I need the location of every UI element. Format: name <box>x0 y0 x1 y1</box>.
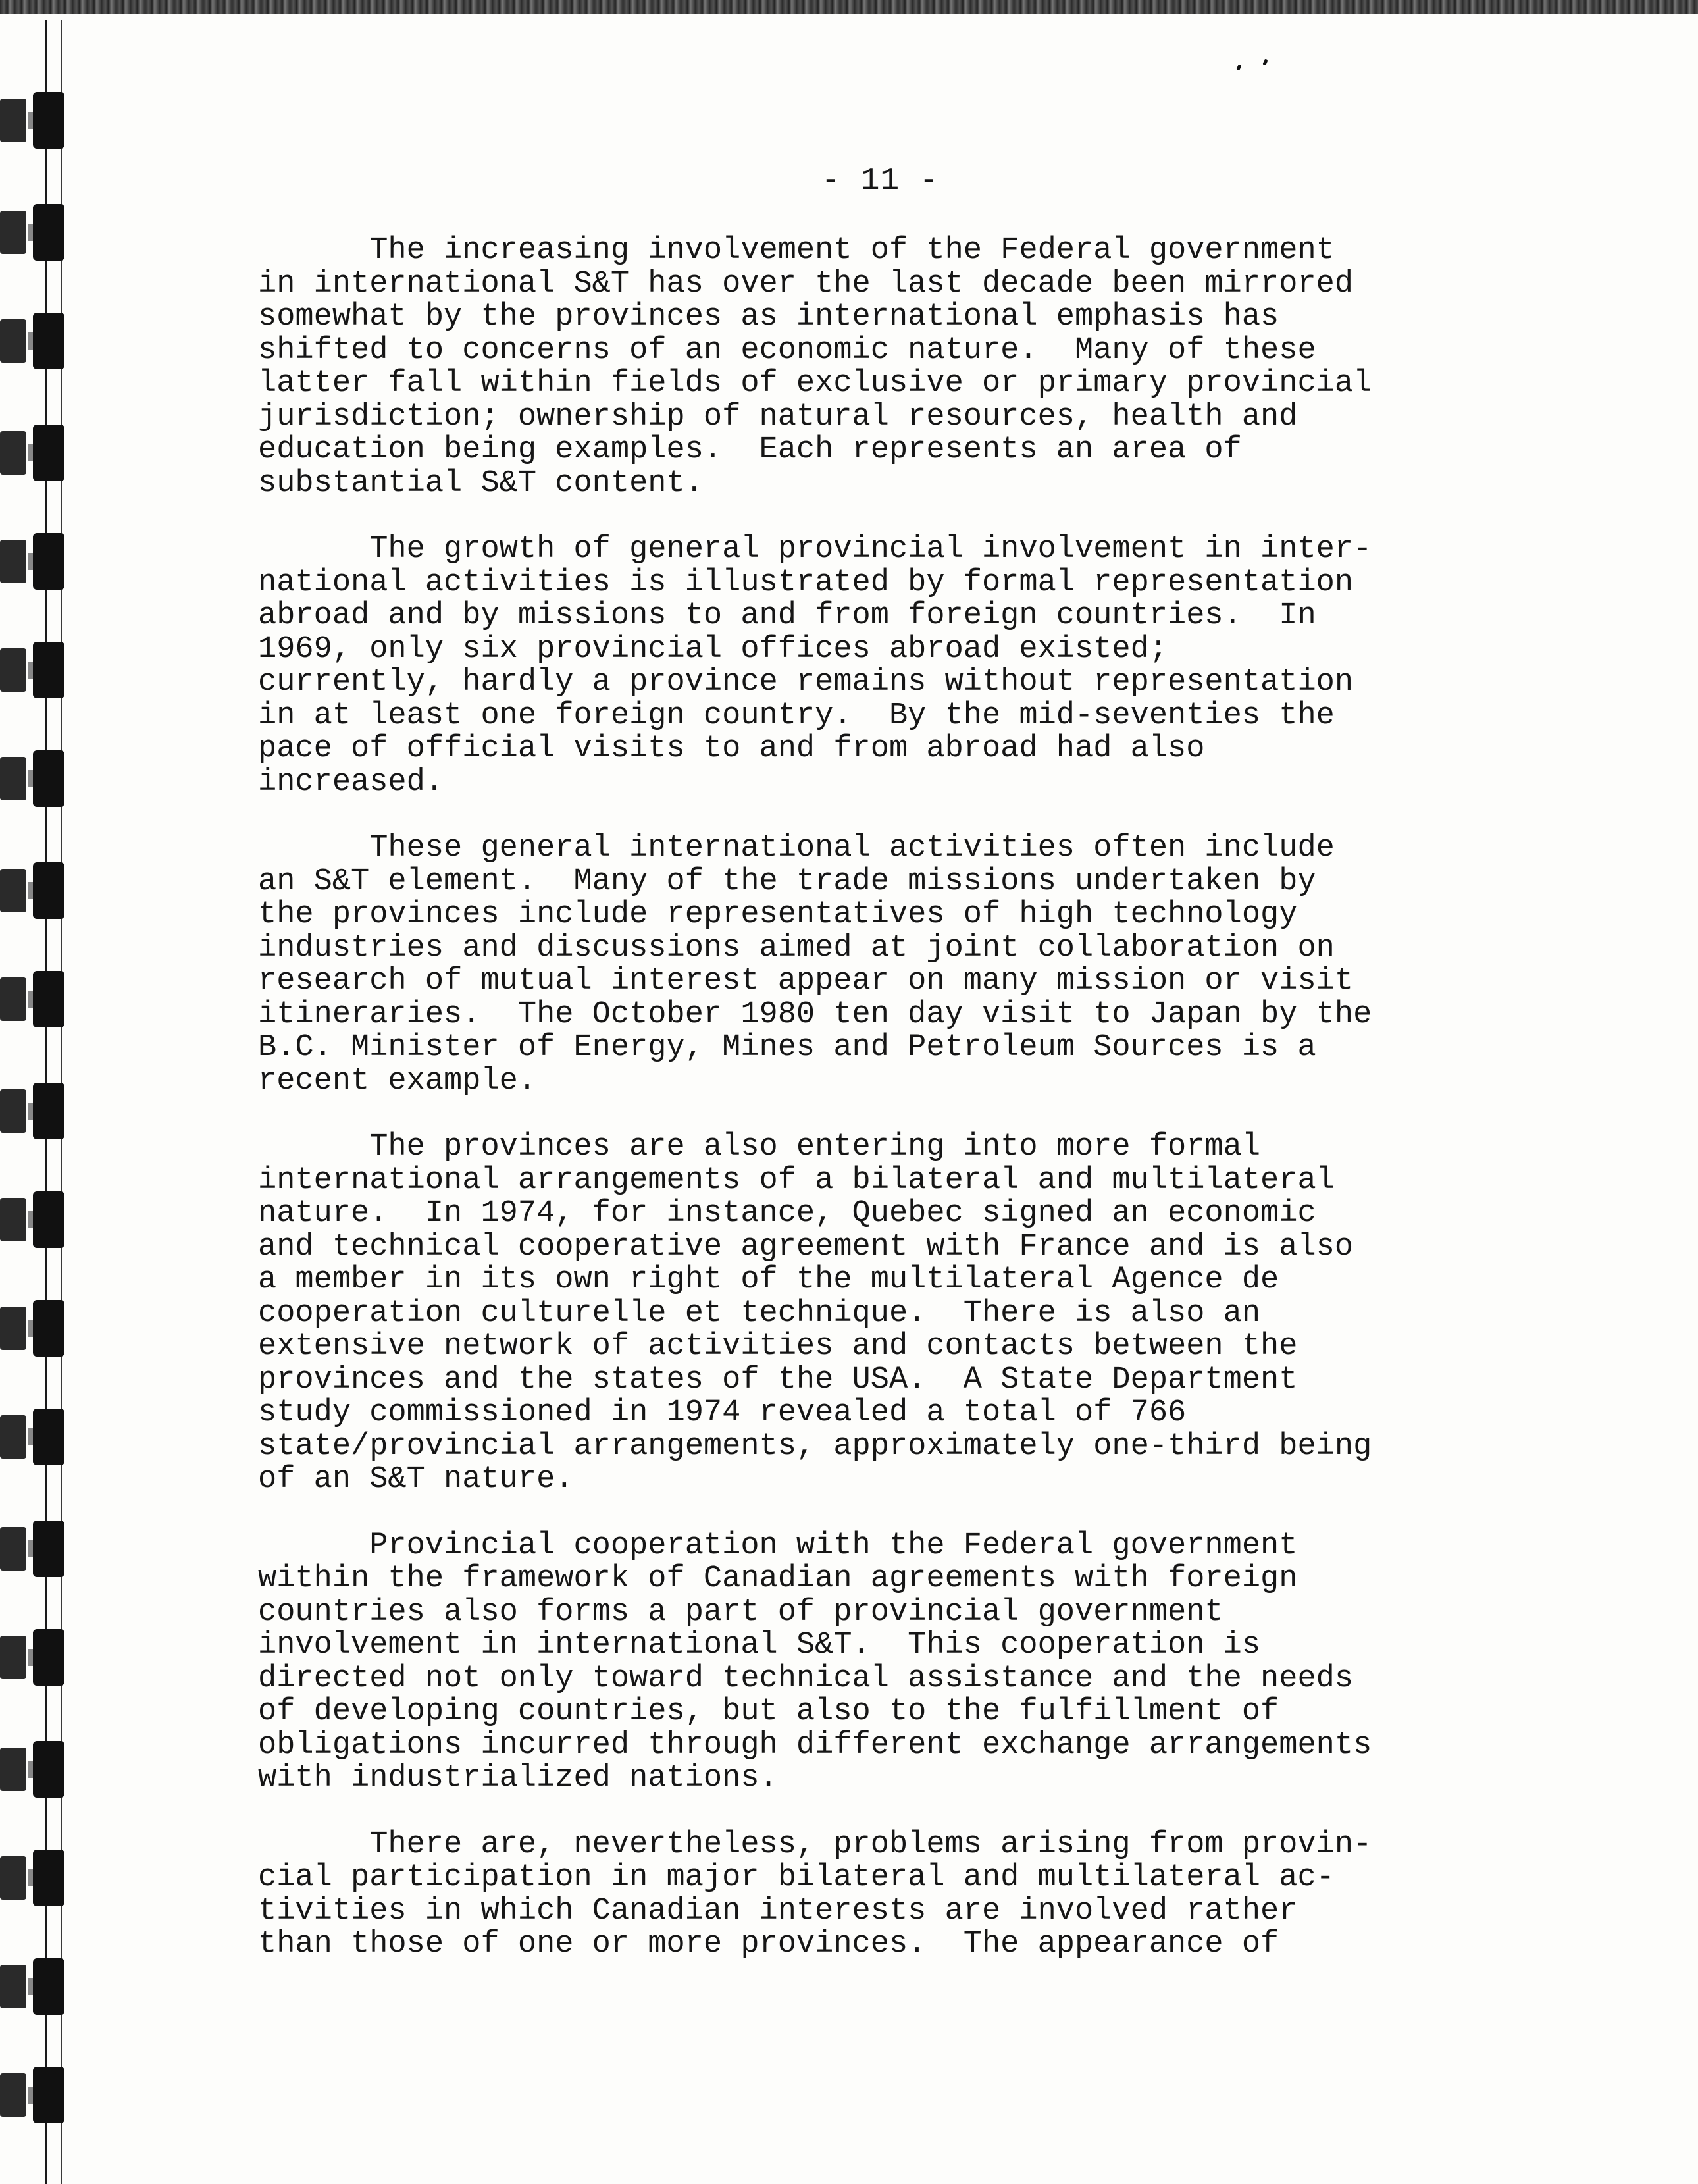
binding-coil <box>0 971 68 1027</box>
paragraph <box>258 832 1462 1098</box>
binding-coil <box>0 425 68 481</box>
text-line: of developing countries, but also to the fulfillment of <box>258 1694 1279 1729</box>
text-line: extensive network of activities and contacts between the <box>258 1329 1298 1364</box>
binding-coil <box>0 92 68 149</box>
binding-coil <box>0 204 68 261</box>
paragraph <box>258 234 1462 500</box>
text-line: 1969, only six provincial offices abroad existed; <box>258 631 1168 667</box>
text-line: somewhat by the provinces as international emphasis has <box>258 299 1279 334</box>
text-line: within the framework of Canadian agreements with foreign <box>258 1561 1298 1596</box>
text-line: latter fall within fields of exclusive or primary provincial <box>258 366 1372 401</box>
binding-coil <box>0 1629 68 1686</box>
text-line: and technical cooperative agreement with France and is also <box>258 1229 1354 1264</box>
text-line: recent example. <box>258 1063 537 1099</box>
body-text <box>258 234 1462 1994</box>
text-line: with industrialized nations. <box>258 1761 778 1796</box>
text-line: than those of one or more provinces. The appearance of <box>258 1927 1279 1962</box>
text-line: tivities in which Canadian interests are involved rather <box>258 1893 1298 1929</box>
page-number: - 11 - <box>821 163 939 199</box>
text-line: study commissioned in 1974 revealed a total of 766 <box>258 1395 1187 1430</box>
binding-coil <box>0 2067 68 2123</box>
text-line: shifted to concerns of an economic nature. Many of these <box>258 332 1316 368</box>
text-line: jurisdiction; ownership of natural resources, health and <box>258 399 1298 434</box>
text-line: itineraries. The October 1980 ten day visit to Japan by the <box>258 997 1372 1032</box>
text-line: research of mutual interest appear on many mission or visit <box>258 964 1354 999</box>
text-line: The provinces are also entering into more formal <box>258 1130 1261 1164</box>
text-line: Provincial cooperation with the Federal government <box>258 1528 1298 1563</box>
spiral-binding <box>0 20 72 2184</box>
text-line: substantial S&T content. <box>258 465 704 501</box>
text-line: the provinces include representatives of high technology <box>258 897 1298 932</box>
binding-coil <box>0 1521 68 1577</box>
text-line: cial participation in major bilateral and multilateral ac- <box>258 1860 1335 1895</box>
text-line: There are, nevertheless, problems arising from provin- <box>258 1827 1372 1862</box>
text-line: in at least one foreign country. By the mid-seventies the <box>258 698 1335 733</box>
binding-coil <box>0 1958 68 2015</box>
paragraph <box>258 533 1462 799</box>
binding-coil <box>0 1300 68 1357</box>
text-line: national activities is illustrated by formal representation <box>258 565 1354 600</box>
text-line: B.C. Minister of Energy, Mines and Petroleum Sources is a <box>258 1030 1316 1065</box>
text-line: These general international activities often include <box>258 831 1335 866</box>
paragraph <box>258 1829 1462 1962</box>
text-line: The increasing involvement of the Federal government <box>258 233 1335 268</box>
paragraph <box>258 1530 1462 1796</box>
text-line: directed not only toward technical assistance and the needs <box>258 1661 1354 1696</box>
scan-speck <box>1262 59 1268 65</box>
text-line: obligations incurred through different exchange arrangements <box>258 1727 1372 1763</box>
text-line: in international S&T has over the last decade been mirrored <box>258 266 1354 301</box>
text-line: a member in its own right of the multilateral Agence de <box>258 1262 1279 1297</box>
text-line: an S&T element. Many of the trade missions undertaken by <box>258 864 1316 899</box>
text-line: industries and discussions aimed at joint collaboration on <box>258 930 1335 966</box>
binding-coil <box>0 1741 68 1798</box>
binding-coil <box>0 1191 68 1248</box>
paragraph <box>258 1131 1462 1497</box>
binding-coil <box>0 1850 68 1906</box>
scan-top-edge <box>0 0 1698 14</box>
text-line: education being examples. Each represents an area of <box>258 432 1242 467</box>
text-line: of an S&T nature. <box>258 1462 574 1497</box>
binding-coil <box>0 642 68 698</box>
text-line: provinces and the states of the USA. A State Department <box>258 1362 1298 1397</box>
scan-speck <box>1236 64 1241 70</box>
text-line: abroad and by missions to and from foreign countries. In <box>258 598 1316 633</box>
binding-coil <box>0 1409 68 1465</box>
text-line: countries also forms a part of provincial government <box>258 1594 1223 1630</box>
text-line: nature. In 1974, for instance, Quebec signed an economic <box>258 1196 1316 1231</box>
text-line: international arrangements of a bilateral and multilateral <box>258 1162 1335 1198</box>
text-line: increased. <box>258 764 444 800</box>
text-line: state/provincial arrangements, approximately one-third being <box>258 1428 1372 1464</box>
binding-coil <box>0 313 68 369</box>
text-line: pace of official visits to and from abroad had also <box>258 731 1205 766</box>
binding-coil <box>0 533 68 590</box>
text-line: cooperation culturelle et technique. There is also an <box>258 1295 1261 1331</box>
binding-coil <box>0 862 68 919</box>
text-line: involvement in international S&T. This cooperation is <box>258 1628 1261 1663</box>
binding-coil <box>0 750 68 807</box>
text-line: currently, hardly a province remains without representation <box>258 665 1354 700</box>
text-line: The growth of general provincial involvement in inter- <box>258 532 1372 567</box>
binding-coil <box>0 1083 68 1139</box>
